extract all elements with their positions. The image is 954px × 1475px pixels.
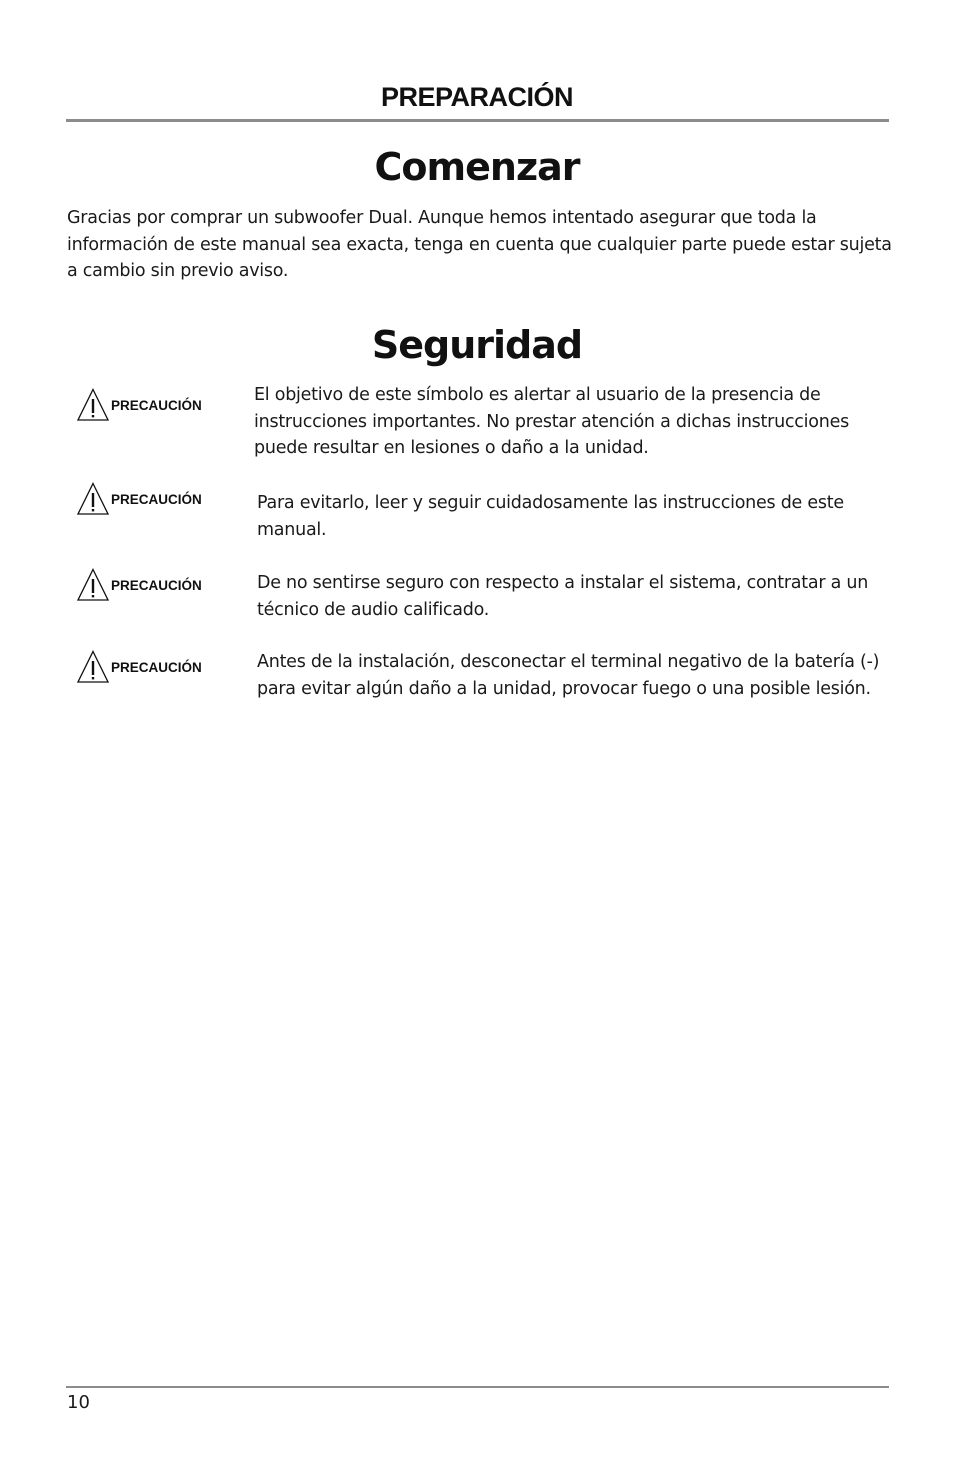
start-title: Comenzar bbox=[374, 145, 580, 189]
caution-label: PRECAUCIÓN bbox=[111, 491, 202, 507]
caution-label: PRECAUCIÓN bbox=[111, 397, 202, 413]
warning-triangle-icon bbox=[77, 568, 109, 602]
caution-text: De no sentirse seguro con respecto a instalar el sistema, contratar a un técnico de audio calificado. bbox=[257, 573, 869, 620]
page-number: 10 bbox=[67, 1392, 90, 1413]
caution-badge bbox=[77, 650, 202, 684]
start-body: Gracias por comprar un subwoofer Dual. Aunque hemos intentado asegurar que toda la información de este manual sea exacta, tenga en cuenta que cualquier parte puede estar sujeta a cambio sin previo aviso. bbox=[67, 208, 892, 281]
section-header: PREPARACIÓN bbox=[380, 82, 574, 112]
warning-triangle-icon bbox=[77, 482, 109, 516]
caution-label: PRECAUCIÓN bbox=[111, 577, 202, 593]
footer-rule bbox=[66, 1386, 889, 1388]
caution-label: PRECAUCIÓN bbox=[111, 659, 202, 675]
warning-triangle-icon bbox=[77, 388, 109, 422]
caution-badge bbox=[77, 482, 202, 516]
safety-title: Seguridad bbox=[371, 323, 583, 367]
caution-text: Para evitarlo, leer y seguir cuidadosamente las instrucciones de este manual. bbox=[257, 493, 844, 540]
caution-badge bbox=[77, 388, 202, 422]
header-rule bbox=[66, 119, 889, 122]
caution-text: Antes de la instalación, desconectar el terminal negativo de la batería (-) para evitar algún daño a la unidad, provocar fuego o una posible lesión. bbox=[257, 652, 880, 699]
warning-triangle-icon bbox=[77, 650, 109, 684]
caution-badge bbox=[77, 568, 202, 602]
caution-text: El objetivo de este símbolo es alertar al usuario de la presencia de instrucciones importantes. No prestar atención a dichas instrucciones puede resultar en lesiones o daño a la unidad. bbox=[254, 385, 849, 458]
